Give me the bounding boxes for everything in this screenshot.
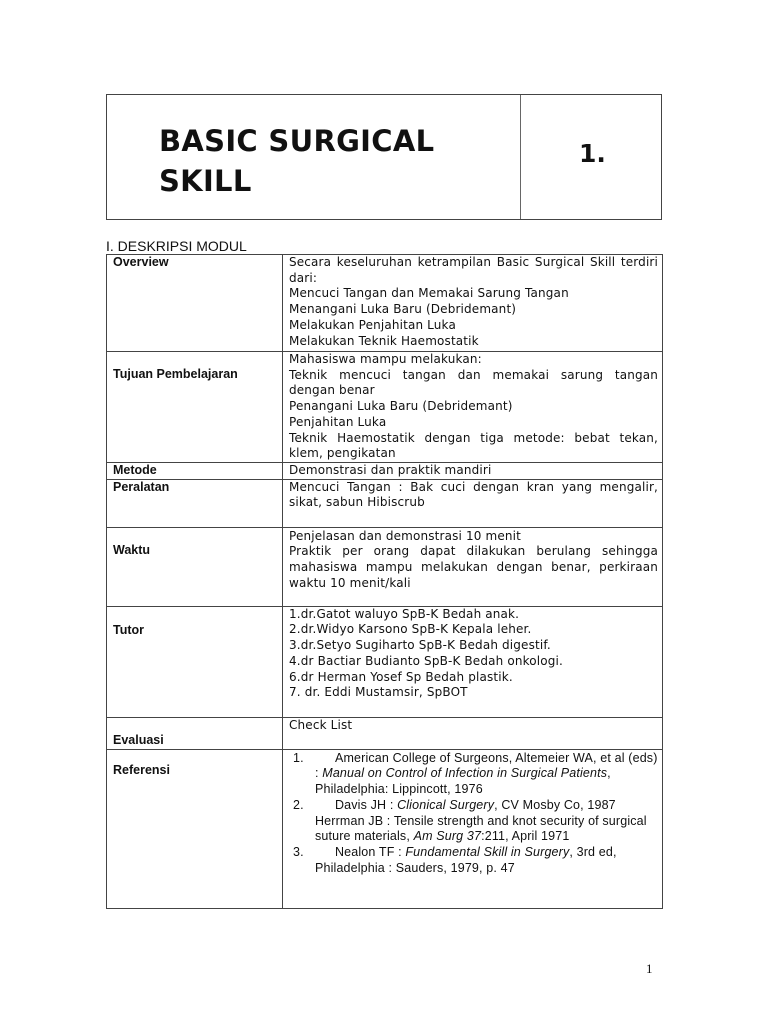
reference-number: 2. (293, 797, 304, 812)
row-label-overview: Overview (107, 255, 283, 352)
tutor-line: 3.dr.Setyo Sugiharto SpB-K Bedah digestif. (289, 638, 551, 653)
reference-item (289, 751, 658, 798)
tujuan-line: Penangani Luka Baru (Debridemant) (289, 399, 513, 414)
reference-text: , 3rd ed, Philadelphia : Sauders, 1979, p. 47 (315, 844, 617, 875)
table-row-tutor (107, 606, 663, 717)
evaluasi-label-text: Evaluasi (113, 733, 164, 747)
tutor-line: 4.dr Bactiar Budianto SpB-K Bedah onkologi. (289, 653, 563, 668)
module-description-table (106, 254, 663, 909)
table-row-referensi (107, 749, 663, 908)
reference-title: Clionical Surgery (397, 797, 495, 812)
row-label-peralatan: Peralatan (107, 479, 283, 527)
waktu-line: Penjelasan dan demonstrasi 10 menit (289, 528, 521, 543)
row-value-overview (283, 255, 663, 352)
overview-line: Melakukan Penjahitan Luka (289, 317, 456, 332)
module-title-line-1: BASIC SURGICAL (159, 124, 435, 158)
overview-line: Menangani Luka Baru (Debridemant) (289, 302, 517, 317)
referensi-label-text: Referensi (113, 762, 170, 777)
overview-line: Mencuci Tangan dan Memakai Sarung Tangan (289, 286, 569, 301)
module-title-box (106, 94, 662, 220)
row-label-metode: Metode (107, 463, 283, 480)
row-value-referensi (283, 749, 663, 908)
tutor-line: 2.dr.Widyo Karsono SpB-K Kepala leher. (289, 622, 532, 637)
section-heading: I. DESKRIPSI MODUL (106, 238, 247, 254)
row-label-tutor (107, 606, 283, 717)
row-label-waktu (107, 527, 283, 606)
page-number: 1 (646, 961, 653, 976)
title-divider (520, 95, 521, 219)
reference-number: 1. (293, 750, 304, 765)
reference-text: , Philadelphia: Lippincott, 1976 (315, 766, 611, 797)
reference-text: :211, April 1971 (481, 829, 570, 844)
reference-item (289, 845, 658, 876)
table-row-evaluasi (107, 717, 663, 749)
row-value-evaluasi: Check List (283, 717, 663, 749)
table-row-peralatan (107, 479, 663, 527)
overview-line: Melakukan Teknik Haemostatik (289, 333, 479, 348)
tujuan-line: Penjahitan Luka (289, 414, 387, 429)
row-value-waktu (283, 527, 663, 606)
tujuan-label-text: Tujuan Pembelajaran (113, 367, 238, 381)
tutor-line: 6.dr Herman Yosef Sp Bedah plastik. (289, 669, 513, 684)
reference-item (289, 798, 658, 845)
overview-line: Secara keseluruhan ketrampilan Basic Surgical Skill terdiri dari: (289, 255, 658, 285)
tutor-label-text: Tutor (113, 622, 145, 637)
row-value-tutor (283, 606, 663, 717)
row-value-peralatan: Mencuci Tangan : Bak cuci dengan kran yang mengalir, sikat, sabun Hibiscrub (283, 479, 663, 527)
tutor-line: 7. dr. Eddi Mustamsir, SpBOT (289, 685, 468, 700)
row-value-tujuan (283, 352, 663, 463)
module-title-line-2: SKILL (159, 164, 252, 198)
tutor-line: 1.dr.Gatot waluyo SpB-K Bedah anak. (289, 606, 520, 621)
row-label-tujuan (107, 352, 283, 463)
reference-list (289, 751, 658, 877)
reference-text: Nealon TF : (335, 844, 406, 859)
reference-number: 3. (293, 844, 304, 859)
tujuan-line: Teknik Haemostatik dengan tiga metode: bebat tekan, klem, pengikatan (289, 430, 658, 461)
reference-title: Fundamental Skill in Surgery (405, 844, 570, 859)
table-row-waktu (107, 527, 663, 606)
reference-text: Herrman JB : Tensile strength and knot security of surgical suture materials, (315, 813, 647, 844)
module-title (159, 121, 479, 201)
table-row-overview (107, 255, 663, 352)
table-row-metode (107, 463, 663, 480)
table-row-tujuan (107, 352, 663, 463)
reference-text: , CV Mosby Co, 1987 (494, 797, 616, 812)
tujuan-line: Mahasiswa mampu melakukan: (289, 352, 482, 366)
reference-text: Davis JH : (335, 797, 398, 812)
reference-text: American College of Surgeons, Altemeier WA, et al (eds) : (315, 750, 658, 781)
row-label-evaluasi (107, 717, 283, 749)
tujuan-line: Teknik mencuci tangan dan memakai sarung tangan dengan benar (289, 367, 658, 398)
module-number: 1. (579, 139, 606, 168)
reference-title: Am Surg 37 (413, 829, 482, 844)
waktu-line: Praktik per orang dapat dilakukan berulang sehingga mahasiswa mampu melakukan dengan benar, perkiraan waktu 10 menit/kali (289, 544, 658, 590)
waktu-label-text: Waktu (113, 542, 151, 557)
reference-title: Manual on Control of Infection in Surgical Patients (322, 766, 608, 781)
row-value-metode: Demonstrasi dan praktik mandiri (283, 463, 663, 480)
row-label-referensi (107, 749, 283, 908)
